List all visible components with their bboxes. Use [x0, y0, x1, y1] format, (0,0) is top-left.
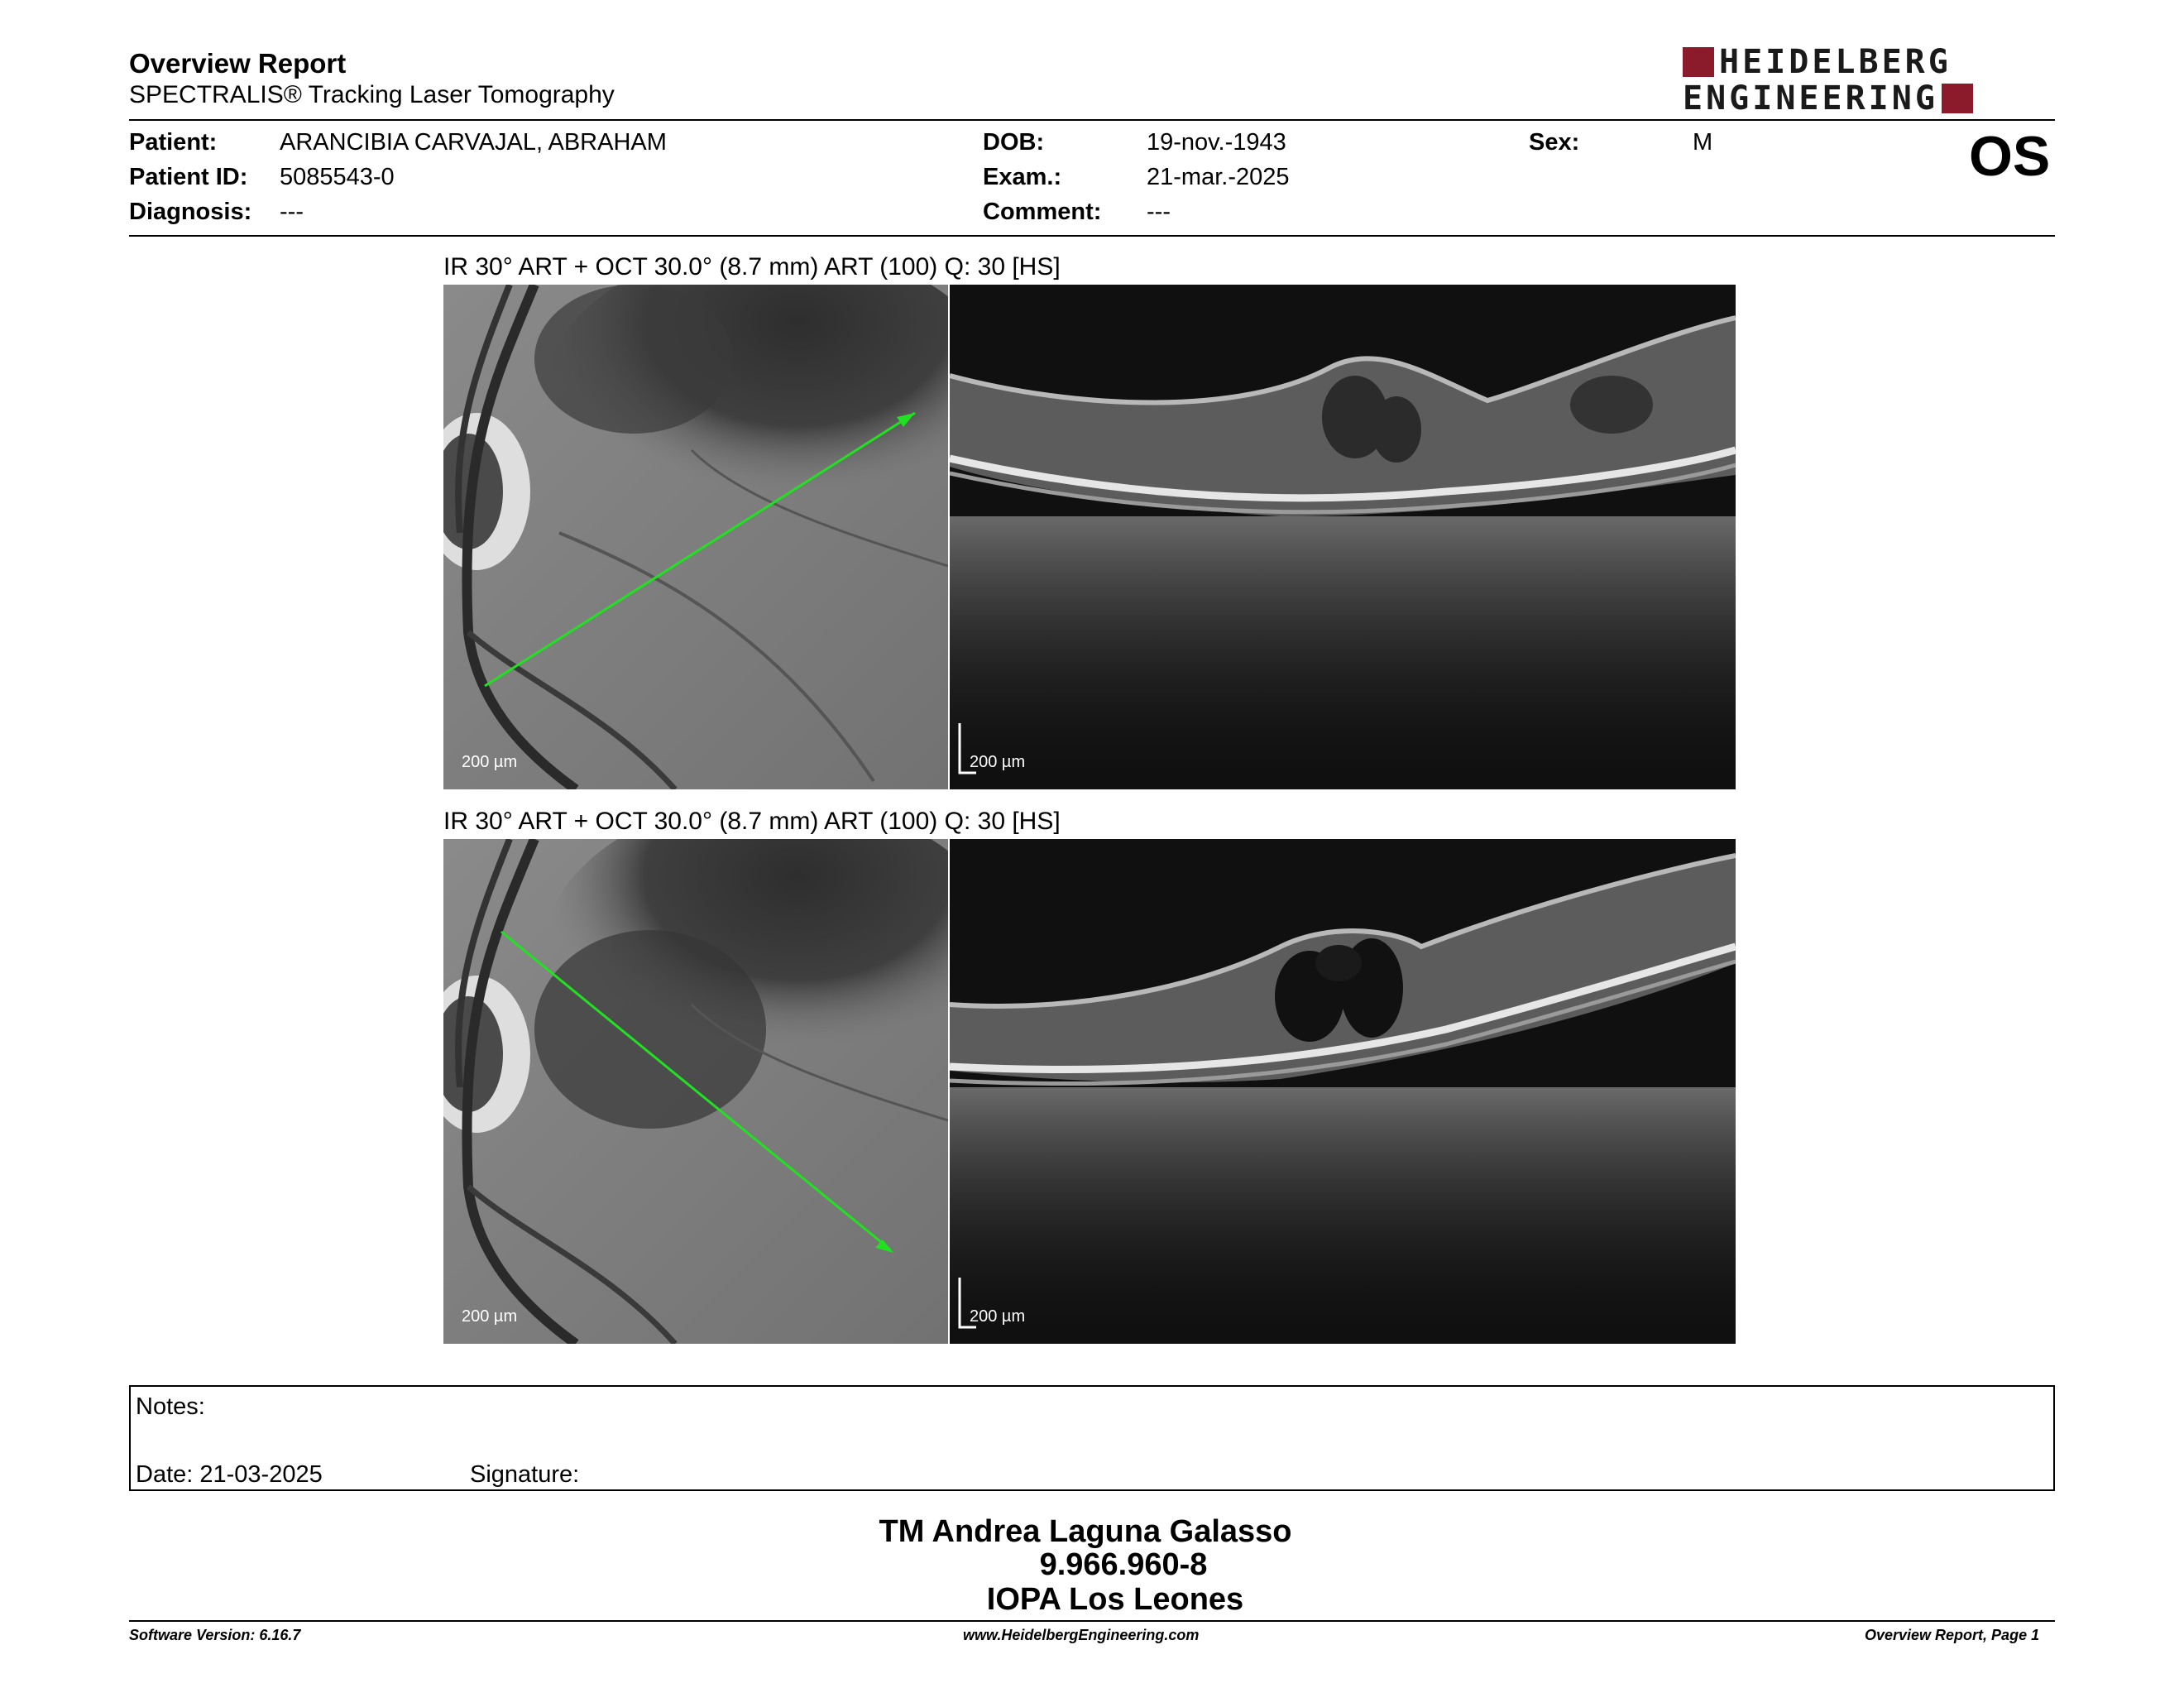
patient-id-label: Patient ID: — [129, 164, 248, 190]
oct-bscan-graphic-1 — [950, 285, 1736, 789]
logo-block-right — [1942, 84, 1973, 113]
oct-bscan-graphic-2 — [950, 839, 1736, 1344]
scan-title-2: IR 30° ART + OCT 30.0° (8.7 mm) ART (100) Q: 30 [HS] — [443, 808, 1061, 835]
oct-bscan-image-1 — [950, 285, 1736, 789]
page-number: Overview Report, Page 1 — [1865, 1627, 2040, 1643]
ir-fundus-graphic-2 — [443, 839, 948, 1344]
footer-divider — [129, 1620, 2055, 1622]
logo-text-line1: HEIDELBERG — [1719, 43, 1952, 81]
heidelberg-logo — [1683, 43, 2055, 117]
sex-value: M — [1693, 129, 1713, 156]
ir-scale-label-2: 200 µm — [462, 1307, 518, 1326]
oct-scale-label-2: 200 µm — [970, 1307, 1026, 1326]
oct-bscan-image-2 — [950, 839, 1736, 1344]
patient-label: Patient: — [129, 129, 218, 156]
ir-scale-label-1: 200 µm — [462, 753, 518, 771]
signatory-institution: IOPA Los Leones — [986, 1582, 1244, 1617]
notes-label: Notes: — [136, 1393, 205, 1420]
ir-fundus-image-1 — [443, 285, 948, 789]
website-link[interactable]: www.HeidelbergEngineering.com — [963, 1627, 1200, 1643]
sex-label: Sex: — [1529, 129, 1580, 156]
logo-text-line2: ENGINEERING — [1683, 79, 1938, 117]
header-divider — [129, 119, 2055, 121]
ir-fundus-image-2 — [443, 839, 948, 1344]
date-label: Date: 21-03-2025 — [136, 1461, 323, 1488]
patient-divider — [129, 235, 2055, 237]
comment-label: Comment: — [983, 199, 1102, 225]
ir-fundus-graphic-1 — [443, 285, 948, 789]
report-subtitle: SPECTRALIS® Tracking Laser Tomography — [129, 81, 615, 108]
comment-value: --- — [1147, 199, 1171, 225]
dob-label: DOB: — [983, 129, 1045, 156]
signatory-id: 9.966.960-8 — [1039, 1547, 1208, 1582]
scan-title-1: IR 30° ART + OCT 30.0° (8.7 mm) ART (100) Q: 30 [HS] — [443, 253, 1061, 281]
oct-scale-label-1: 200 µm — [970, 753, 1026, 771]
dob-value: 19-nov.-1943 — [1147, 129, 1286, 156]
signatory-name: TM Andrea Laguna Galasso — [879, 1514, 1292, 1549]
logo-block-left — [1683, 47, 1714, 77]
patient-id-value: 5085543-0 — [280, 164, 395, 190]
exam-label: Exam.: — [983, 164, 1062, 190]
report-title: Overview Report — [129, 48, 347, 79]
notes-box — [129, 1385, 2055, 1491]
exam-value: 21-mar.-2025 — [1147, 164, 1290, 190]
eye-indicator: OS — [1969, 125, 2051, 188]
patient-name: ARANCIBIA CARVAJAL, ABRAHAM — [280, 129, 667, 156]
software-version: Software Version: 6.16.7 — [129, 1627, 301, 1643]
signature-label: Signature: — [470, 1461, 580, 1488]
diagnosis-value: --- — [280, 199, 304, 225]
diagnosis-label: Diagnosis: — [129, 199, 252, 225]
